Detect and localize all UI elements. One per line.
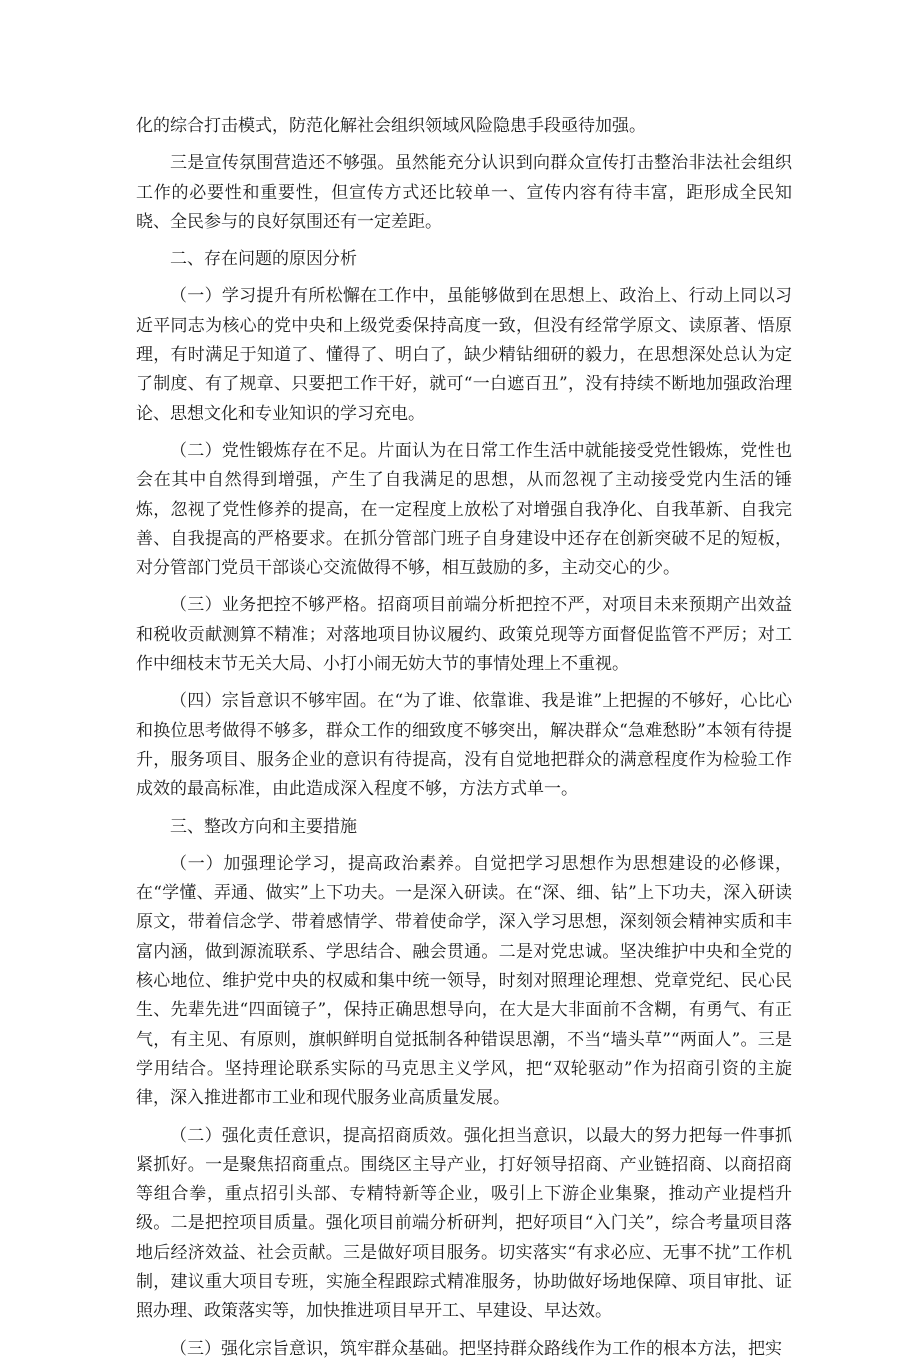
paragraph-continuation: 化的综合打击模式，防范化解社会组织领域风险隐患手段亟待加强。 [136, 116, 646, 136]
paragraph-measure-2: （二）强化责任意识，提高招商质效。强化担当意识，以最大的努力把每一件事抓紧抓好。一是聚焦招商重点。围绕区主导产业，打好领导招商、产业链招商、以商招商等组合拳，重点招引头部、专精特新等企业，吸引上下游企业集聚，推动产业提档升级。二是把控项目质量。强化项目前端分析研判，把好项目“入门关”，综合考量项目落地后经济效益、社会贡献。三是做好项目服务。切实落实“有求必应、无事不扰”工作机制，建议重大项目专班，实施全程跟踪式精准服务，协助做好场地保障、项目审批、证照办理、政策落实等，加快推进项目早开工、早建设、早达效。 [136, 1125, 792, 1322]
paragraph-cause-2: （二）党性锻炼存在不足。片面认为在日常工作生活中就能接受党性锻炼，党性也会在其中自然得到增强，产生了自我满足的思想，从而忽视了主动接受党内生活的锤炼，忽视了党性修养的提高，在一定程度上放松了对增强自我净化、自我革新、自我完善、自我提高的严格要求。在抓分管部门班子自身建设中还存在创新突破不足的短板，对分管部门党员干部谈心交流做得不够，相互鼓励的多，主动交心的少。 [136, 440, 792, 579]
paragraph-measure-1: （一）加强理论学习，提高政治素养。自觉把学习思想作为思想建设的必修课，在“学懂、弄通、做实”上下功夫。一是深入研读。在“深、细、钻”上下功夫，深入研读原文，带着信念学、带着感情学、带着使命学，深入学习思想，深刻领会精神实质和丰富内涵，做到源流联系、学思结合、融会贯通。二是对党忠诚。坚决维护中央和全党的核心地位、维护党中央的权威和集中统一领导，时刻对照理论理想、党章党纪、民心民生、先辈先进“四面镜子”，保持正确思想导向，在大是大非面前不含糊，有勇气、有正气，有主见、有原则，旗帜鲜明自觉抵制各种错误思潮，不当“墙头草”“两面人”。三是学用结合。坚持理论联系实际的马克思主义学风，把“双轮驱动”作为招商引资的主旋律，深入推进都市工业和现代服务业高质量发展。 [136, 853, 792, 1109]
paragraph-publicity-issue: 三是宣传氛围营造还不够强。虽然能充分认识到向群众宣传打击整治非法社会组织工作的必要性和重要性，但宣传方式还比较单一、宣传内容有待丰富，距形成全民知晓、全民参与的良好氛围还有一定差距。 [136, 153, 792, 232]
paragraph-measure-3: （三）强化宗旨意识，筑牢群众基础。把坚持群众路线作为工作的根本方法，把实 [170, 1338, 782, 1359]
section-heading-cause-analysis: 二、存在问题的原因分析 [170, 249, 357, 270]
paragraph-cause-3: （三）业务把控不够严格。招商项目前端分析把控不严，对项目未来预期产出效益和税收贡献测算不精准；对落地项目协议履约、政策兑现等方面督促监管不严厉；对工作中细枝末节无关大局、小打小闹无妨大节的事情处理上不重视。 [136, 595, 792, 675]
section-heading-measures: 三、整改方向和主要措施 [170, 816, 357, 837]
paragraph-cause-4: （四）宗旨意识不够牢固。在“为了谁、依靠谁、我是谁”上把握的不够好，心比心和换位思考做得不够多，群众工作的细致度不够突出，解决群众“急难愁盼”本领有待提升，服务项目、服务企业的意识有待提高，没有自觉地把群众的满意程度作为检验工作成效的最高标准，由此造成深入程度不够，方法方式单一。 [136, 691, 792, 800]
paragraph-cause-1: （一）学习提升有所松懈在工作中，虽能够做到在思想上、政治上、行动上同以习近平同志为核心的党中央和上级党委保持高度一致，但没有经常学原文、读原著、悟原理，有时满足于知道了、懂得了、明白了，缺少精钻细研的毅力，在思想深处总认为定了制度、有了规章、只要把工作干好，就可“一白遮百丑”，没有持续不断地加强政治理论、思想文化和专业知识的学习充电。 [136, 286, 792, 424]
